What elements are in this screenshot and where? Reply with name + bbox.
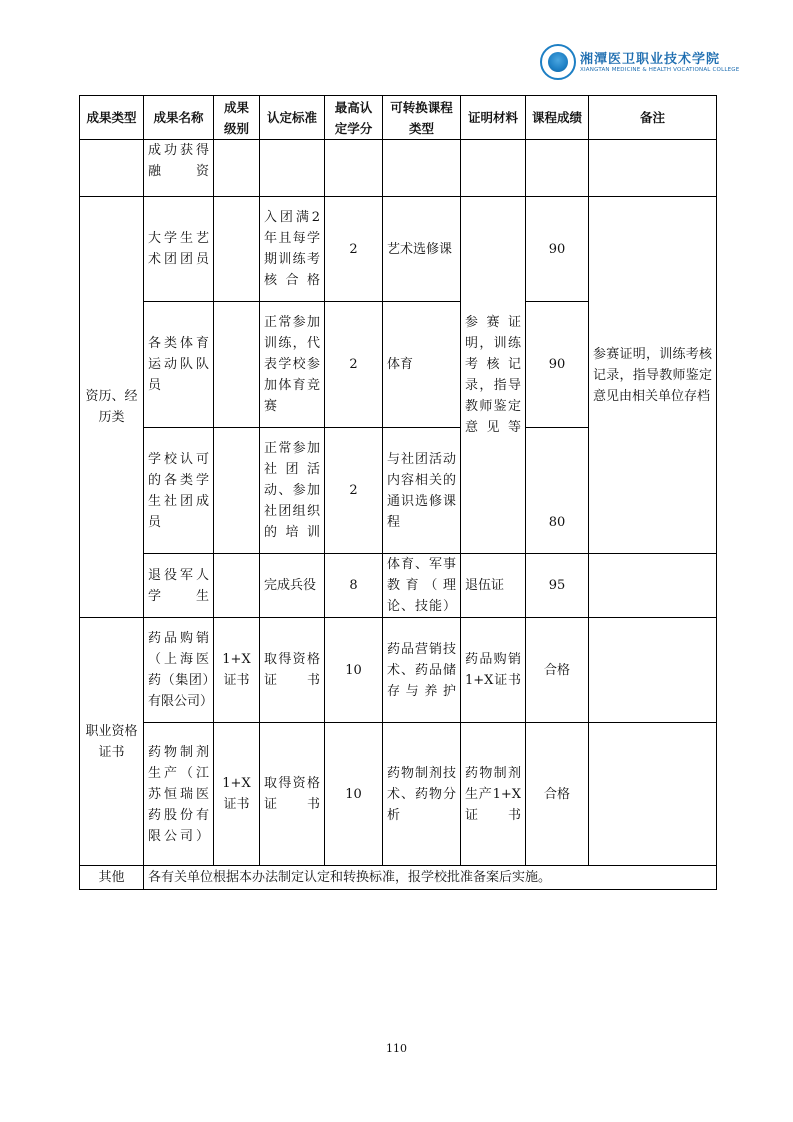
table-row [80, 197, 717, 302]
level-cell [214, 197, 260, 302]
course-cell: 艺术选修课 [383, 197, 461, 302]
level-cell [214, 302, 260, 428]
score-cell: 90 [526, 302, 589, 428]
level-cell [214, 554, 260, 618]
credit-conversion-table [79, 95, 717, 890]
course-cell: 体育、军事教育（理论、技能） [383, 554, 461, 618]
score-cell: 合格 [526, 618, 589, 723]
header-cell: 备注 [589, 96, 717, 140]
other-note-cell: 各有关单位根据本办法制定认定和转换标准，报学校批准备案后实施。 [144, 866, 717, 890]
standard-cell: 完成兵役 [260, 554, 325, 618]
material-cell: 参赛证明，训练考核记录，指导教师鉴定意见等 [461, 197, 526, 554]
material-cell: 退伍证 [461, 554, 526, 618]
course-cell: 体育 [383, 302, 461, 428]
level-cell: 1+X证书 [214, 723, 260, 866]
header-cell: 证明材料 [461, 96, 526, 140]
standard-cell: 取得资格证书 [260, 618, 325, 723]
course-cell [383, 140, 461, 197]
header-cell: 成果名称 [144, 96, 214, 140]
header-cell: 可转换课程类型 [383, 96, 461, 140]
college-emblem-icon [540, 44, 576, 80]
header-cell: 课程成绩 [526, 96, 589, 140]
name-cell: 成功获得融资 [144, 140, 214, 197]
standard-cell: 入团满2年且每学期训练考核合格 [260, 197, 325, 302]
remark-cell [589, 140, 717, 197]
name-cell: 药物制剂生产（江苏恒瑞医药股份有限公司） [144, 723, 214, 866]
standard-cell: 正常参加社团活动、参加社团组织的培训 [260, 428, 325, 554]
name-cell: 药品购销（上海医药（集团）有限公司） [144, 618, 214, 723]
college-name: 湘潭医卫职业技术学院 [580, 52, 721, 67]
table-row [80, 723, 717, 866]
level-cell: 1+X证书 [214, 618, 260, 723]
standard-cell: 正常参加训练，代表学校参加体育竞赛 [260, 302, 325, 428]
material-cell: 药品购销 1+X证书 [461, 618, 526, 723]
type-cell: 资历、经历类 [80, 197, 144, 618]
credit-cell: 2 [325, 197, 383, 302]
standard-cell: 取得资格证书 [260, 723, 325, 866]
credit-cell: 10 [325, 723, 383, 866]
score-cell: 95 [526, 554, 589, 618]
remark-cell [589, 618, 717, 723]
table-row [80, 618, 717, 723]
page-number: 110 [386, 1042, 407, 1055]
table-row [80, 866, 717, 890]
credit-cell [325, 140, 383, 197]
credit-cell: 8 [325, 554, 383, 618]
score-cell: 合格 [526, 723, 589, 866]
course-cell: 药物制剂技术、药物分析 [383, 723, 461, 866]
remark-cell [589, 554, 717, 618]
remark-cell [589, 723, 717, 866]
type-cell: 其他 [80, 866, 144, 890]
credit-cell: 2 [325, 302, 383, 428]
college-logo [540, 44, 740, 82]
table-row [80, 554, 717, 618]
type-cell: 职业资格证书 [80, 618, 144, 866]
score-cell: 90 [526, 197, 589, 302]
course-cell: 药品营销技术、药品储存与养护 [383, 618, 461, 723]
credit-cell: 2 [325, 428, 383, 554]
college-name-en: XIANGTAN MEDICINE & HEALTH VOCATIONAL COLLEGE [580, 67, 740, 73]
header-cell: 成果类型 [80, 96, 144, 140]
standard-cell [260, 140, 325, 197]
score-cell: 80 [526, 428, 589, 554]
material-cell: 药物制剂生产1+X 证书 [461, 723, 526, 866]
name-cell: 各类体育运动队队员 [144, 302, 214, 428]
score-cell [526, 140, 589, 197]
type-cell [80, 140, 144, 197]
name-cell: 学校认可的各类学生社团成员 [144, 428, 214, 554]
material-cell [461, 140, 526, 197]
header-cell: 成果级别 [214, 96, 260, 140]
level-cell [214, 140, 260, 197]
course-cell: 与社团活动内容相关的通识选修课程 [383, 428, 461, 554]
header-cell: 认定标准 [260, 96, 325, 140]
name-cell: 大学生艺术团团员 [144, 197, 214, 302]
credit-cell: 10 [325, 618, 383, 723]
table-header-row [80, 96, 717, 140]
header-cell: 最高认定学分 [325, 96, 383, 140]
level-cell [214, 428, 260, 554]
name-cell: 退役军人学生 [144, 554, 214, 618]
table-row [80, 140, 717, 197]
remark-cell: 参赛证明，训练考核记录，指导教师鉴定意见由相关单位存档 [589, 197, 717, 554]
